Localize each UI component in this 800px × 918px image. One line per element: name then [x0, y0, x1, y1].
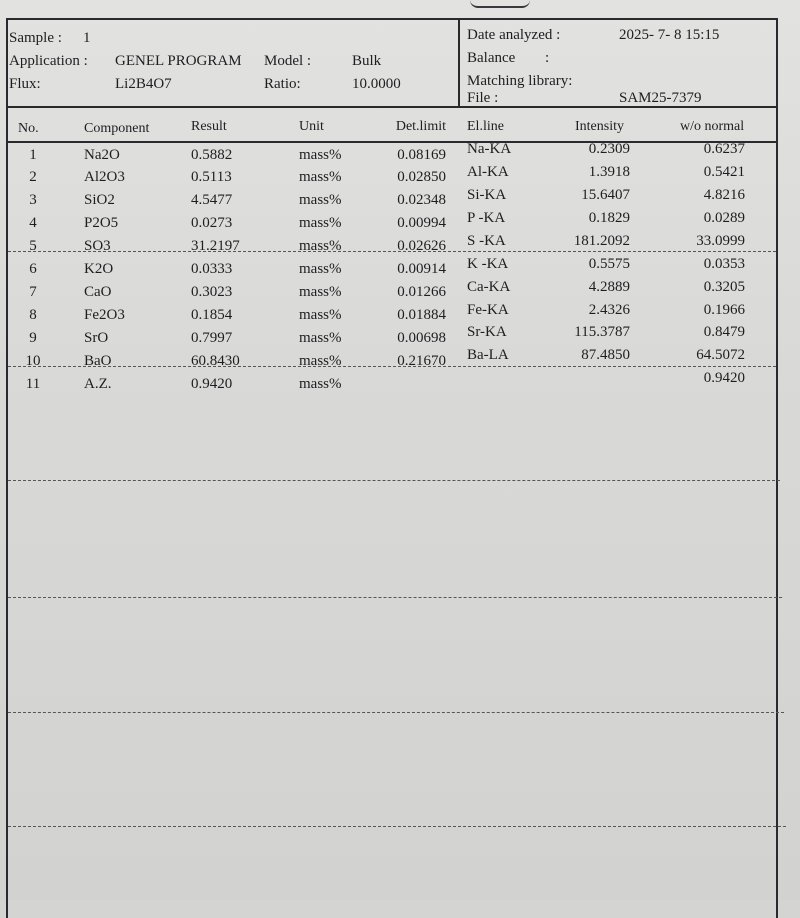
cell-el-line: Na-KA [467, 141, 512, 157]
cell-component: A.Z. [84, 376, 112, 392]
cell-no: 1 [29, 147, 37, 163]
cell-component: Fe2O3 [84, 307, 125, 323]
cell-result: 60.8430 [191, 353, 240, 369]
cell-unit: mass% [299, 353, 342, 369]
cell-unit: mass% [299, 284, 342, 300]
cell-no: 10 [25, 353, 41, 369]
cell-det-limit: 0.08169 [397, 147, 446, 163]
cell-result: 0.1854 [191, 307, 233, 323]
cell-unit: mass% [299, 376, 342, 392]
cell-det-limit: 0.02348 [397, 192, 446, 208]
cell-unit: mass% [299, 307, 342, 323]
sample-label: Sample : [9, 30, 62, 46]
cell-intensity: 2.4326 [588, 302, 630, 318]
date-label: Date analyzed : [467, 27, 561, 43]
cell-intensity: 0.5575 [588, 256, 630, 272]
cell-wo-normal: 0.0353 [703, 256, 745, 272]
cell-component: CaO [84, 284, 112, 300]
cell-no: 9 [29, 330, 37, 346]
cell-det-limit: 0.02850 [397, 169, 446, 185]
cell-result: 0.7997 [191, 330, 233, 346]
file-value: SAM25-7379 [619, 90, 702, 106]
blank-separator-1 [8, 480, 780, 481]
cell-wo-normal: 0.5421 [703, 164, 745, 180]
cell-det-limit: 0.21670 [397, 353, 446, 369]
cell-unit: mass% [299, 169, 342, 185]
cell-el-line: Al-KA [467, 164, 509, 180]
cell-wo-normal: 0.1966 [703, 302, 745, 318]
col-header-el-line: El.line [467, 119, 504, 134]
col-header-no: No. [18, 121, 39, 136]
col-header-wo-normal: w/o normal [680, 119, 745, 134]
col-header-intensity: Intensity [575, 119, 624, 134]
cell-det-limit: 0.02626 [397, 238, 446, 254]
cell-wo-normal: 33.0999 [696, 233, 745, 249]
cell-no: 8 [29, 307, 37, 323]
cell-result: 0.9420 [191, 376, 233, 392]
cell-unit: mass% [299, 238, 342, 254]
date-value: 2025- 7- 8 15:15 [619, 27, 720, 43]
cell-no: 11 [25, 376, 41, 392]
cell-result: 4.5477 [191, 192, 233, 208]
cell-unit: mass% [299, 261, 342, 277]
cell-el-line: Fe-KA [467, 302, 509, 318]
cell-unit: mass% [299, 330, 342, 346]
cell-no: 7 [29, 284, 37, 300]
cell-wo-normal: 4.8216 [703, 187, 745, 203]
cell-no: 2 [29, 169, 37, 185]
application-label: Application : [9, 53, 88, 69]
cell-wo-normal: 0.8479 [703, 324, 745, 340]
cell-component: SrO [84, 330, 109, 346]
cell-el-line: Ba-LA [467, 347, 509, 363]
blank-separator-4 [8, 826, 786, 827]
cell-no: 3 [29, 192, 37, 208]
cell-wo-normal: 0.0289 [703, 210, 745, 226]
ratio-label: Ratio: [264, 76, 301, 92]
cell-wo-normal: 64.5072 [696, 347, 745, 363]
cell-el-line: Ca-KA [467, 279, 511, 295]
cell-intensity: 0.2309 [588, 141, 630, 157]
cell-wo-normal: 0.6237 [703, 141, 745, 157]
ratio-value: 10.0000 [352, 76, 401, 92]
cell-det-limit: 0.00914 [397, 261, 446, 277]
model-value: Bulk [352, 53, 382, 69]
cell-component: SiO2 [84, 192, 115, 208]
cell-intensity: 115.3787 [574, 324, 630, 340]
cell-el-line: P -KA [467, 210, 506, 226]
model-label: Model : [264, 53, 312, 69]
cell-el-line: K -KA [467, 256, 509, 272]
balance-label: Balance [467, 50, 516, 66]
cell-det-limit: 0.01266 [397, 284, 446, 300]
cell-el-line: S -KA [467, 233, 506, 249]
blank-separator-3 [8, 712, 784, 713]
cell-result: 0.0273 [191, 215, 233, 231]
library-label: Matching library: [467, 73, 573, 89]
cell-intensity: 87.4850 [581, 347, 630, 363]
cell-wo-normal: 0.3205 [703, 279, 745, 295]
cell-result: 0.0333 [191, 261, 233, 277]
header-divider [458, 18, 460, 106]
cell-intensity: 1.3918 [588, 164, 630, 180]
col-header-component: Component [84, 121, 150, 136]
flux-label: Flux: [9, 76, 41, 92]
cell-component: SO3 [84, 238, 111, 254]
separator-after-row-5 [8, 251, 776, 252]
cell-wo-normal: 0.9420 [703, 370, 745, 386]
cell-component: BaO [84, 353, 112, 369]
cell-unit: mass% [299, 215, 342, 231]
cell-intensity: 0.1829 [588, 210, 630, 226]
cell-el-line: Sr-KA [467, 324, 507, 340]
balance-separator: : [545, 50, 550, 66]
flux-value: Li2B4O7 [115, 76, 172, 92]
cell-no: 4 [29, 215, 37, 231]
cell-result: 0.3023 [191, 284, 233, 300]
blank-separator-2 [8, 597, 782, 598]
cell-component: Na2O [84, 147, 120, 163]
cell-component: K2O [84, 261, 114, 277]
cell-det-limit: 0.00994 [397, 215, 446, 231]
cell-det-limit: 0.00698 [397, 330, 446, 346]
cell-intensity: 4.2889 [588, 279, 630, 295]
cell-intensity: 181.2092 [573, 233, 630, 249]
page-top-mark [470, 0, 530, 8]
cell-component: P2O5 [84, 215, 119, 231]
col-header-unit: Unit [299, 119, 324, 134]
cell-unit: mass% [299, 147, 342, 163]
cell-no: 5 [29, 238, 37, 254]
cell-det-limit: 0.01884 [397, 307, 446, 323]
cell-unit: mass% [299, 192, 342, 208]
cell-no: 6 [29, 261, 37, 277]
file-label: File : [467, 90, 499, 106]
cell-result: 0.5113 [191, 169, 232, 185]
sample-value: 1 [83, 30, 91, 46]
separator-after-row-10 [8, 366, 776, 367]
col-header-det-limit: Det.limit [395, 119, 446, 134]
cell-component: Al2O3 [84, 169, 125, 185]
col-header-result: Result [191, 119, 227, 134]
cell-intensity: 15.6407 [581, 187, 630, 203]
cell-result: 31.2197 [191, 238, 240, 254]
application-value: GENEL PROGRAM [115, 53, 242, 69]
cell-el-line: Si-KA [467, 187, 507, 203]
cell-result: 0.5882 [191, 147, 233, 163]
